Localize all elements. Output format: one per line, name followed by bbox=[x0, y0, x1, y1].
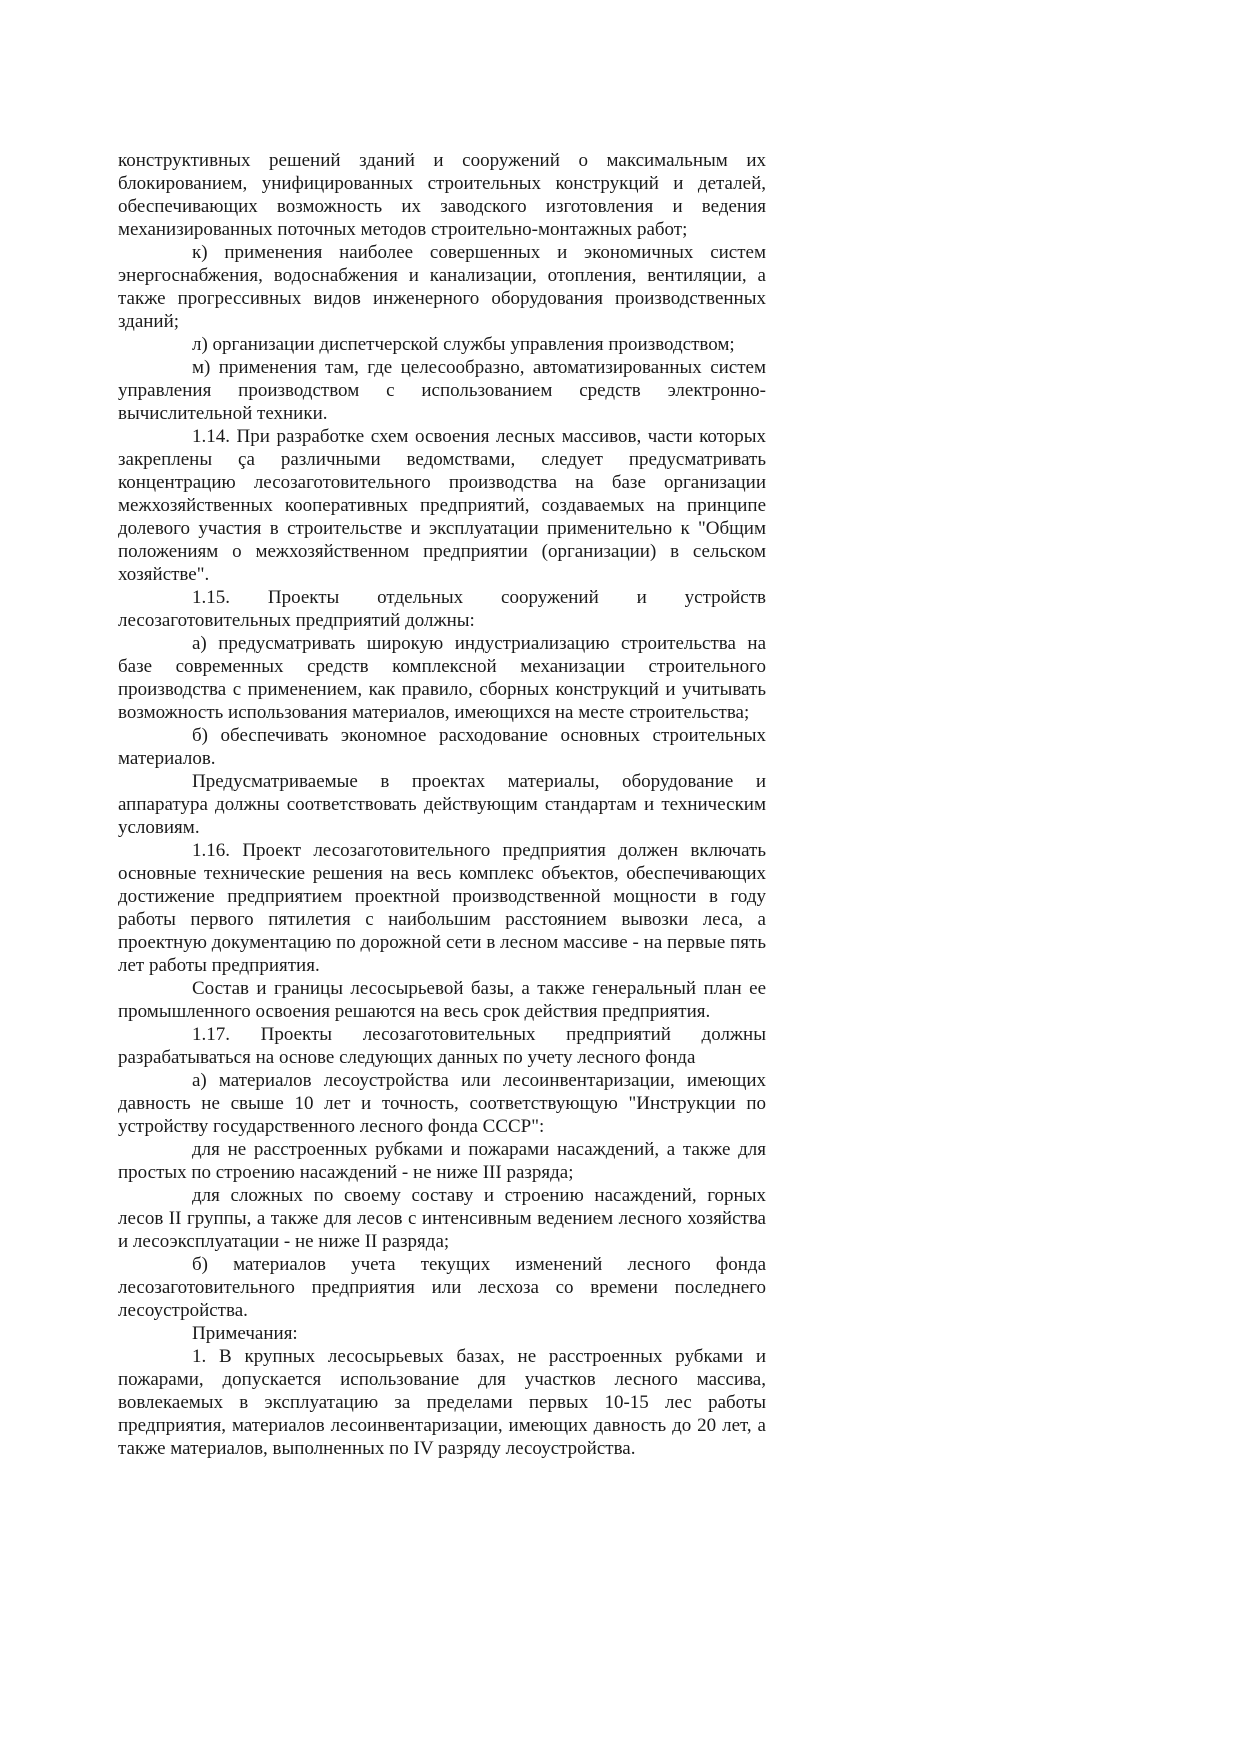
paragraph-1-17-item-a: а) материалов лесоустройства или лесоинвентаризации, имеющих давность не свыше 10 лет и точность, соответствующую "Инструкции по устройству государственного лесного фонда СССР": bbox=[118, 1070, 766, 1137]
paragraph-item-k: к) применения наиболее совершенных и экономичных систем энергоснабжения, водоснабжения и канализации, отопления, вентиляции, а также прогрессивных видов инженерного оборудования производственных зданий; bbox=[118, 242, 766, 332]
paragraph-clause-1-16: 1.16. Проект лесозаготовительного предприятия должен включать основные технические решения на весь комплекс объектов, обеспечивающих достижение предприятием проектной производственной мощности в году работы первого пятилетия с наибольшим расстоянием вывозки леса, а проектную документацию по дорожной сети в лесном массиве - на первые пять лет работы предприятия. bbox=[118, 840, 766, 976]
notes-heading: Примечания: bbox=[192, 1323, 298, 1344]
paragraph-1-15-item-b: б) обеспечивать экономное расходование основных строительных материалов. bbox=[118, 725, 766, 769]
paragraph-item-m: м) применения там, где целесообразно, автоматизированных систем управления производством с использованием средств электронно-вычислительной техники. bbox=[118, 357, 766, 424]
page-body bbox=[118, 149, 766, 1460]
paragraph-1-17-simple-stands: для не расстроенных рубками и пожарами насаждений, а также для простых по строению насаждений - не ниже III разряда; bbox=[118, 1139, 766, 1183]
paragraph-1-17-complex-stands: для сложных по своему составу и строению насаждений, горных лесов II группы, а также для лесов с интенсивным ведением лесного хозяйства и лесоэксплуатации - не ниже II разряда; bbox=[118, 1185, 766, 1252]
paragraph-clause-1-14: 1.14. При разработке схем освоения лесных массивов, части которых закреплены ça различными ведомствами, следует предусматривать концентрацию лесозаготовительного производства на базе организации межхозяйственных кооперативных предприятий, создаваемых на принципе долевого участия в строительстве и эксплуатации применительно к "Общим положениям о межхозяйственном предприятии (организации) в сельском хозяйстве". bbox=[118, 426, 766, 585]
paragraph-1-15-item-a: а) предусматривать широкую индустриализацию строительства на базе современных средств комплексной механизации строительного производства с применением, как правило, сборных конструкций и учитывать возможность использования материалов, имеющихся на месте строительства; bbox=[118, 633, 766, 723]
paragraph-clause-1-15: 1.15. Проекты отдельных сооружений и устройств лесозаготовительных предприятий должны: bbox=[118, 587, 766, 631]
paragraph-raw-material-base: Состав и границы лесосырьевой базы, а также генеральный план ее промышленного освоения решаются на весь срок действия предприятия. bbox=[118, 978, 766, 1022]
paragraph-clause-1-17: 1.17. Проекты лесозаготовительных предприятий должны разрабатываться на основе следующих данных по учету лесного фонда bbox=[118, 1024, 766, 1068]
paragraph-item-l: л) организации диспетчерской службы управления производством; bbox=[192, 334, 735, 355]
paragraph: конструктивных решений зданий и сооружений о максимальным их блокированием, унифицированных строительных конструкций и деталей, обеспечивающих возможность их заводского изготовления и ведения механизированных поточных методов строительно-монтажных работ; bbox=[118, 150, 766, 240]
paragraph-1-17-item-b: б) материалов учета текущих изменений лесного фонда лесозаготовительного предприятия или лесхоза со времени последнего лесоустройства. bbox=[118, 1254, 766, 1321]
paragraph-materials-standards: Предусматриваемые в проектах материалы, оборудование и аппаратура должны соответствовать действующим стандартам и техническим условиям. bbox=[118, 771, 766, 838]
note-1: 1. В крупных лесосырьевых базах, не расстроенных рубками и пожарами, допускается использование для участков лесного массива, вовлекаемых в эксплуатацию за пределами первых 10-15 лес работы предприятия, материалов лесоинвентаризации, имеющих давность до 20 лет, а также материалов, выполненных по IV разряду лесоустройства. bbox=[118, 1346, 766, 1459]
